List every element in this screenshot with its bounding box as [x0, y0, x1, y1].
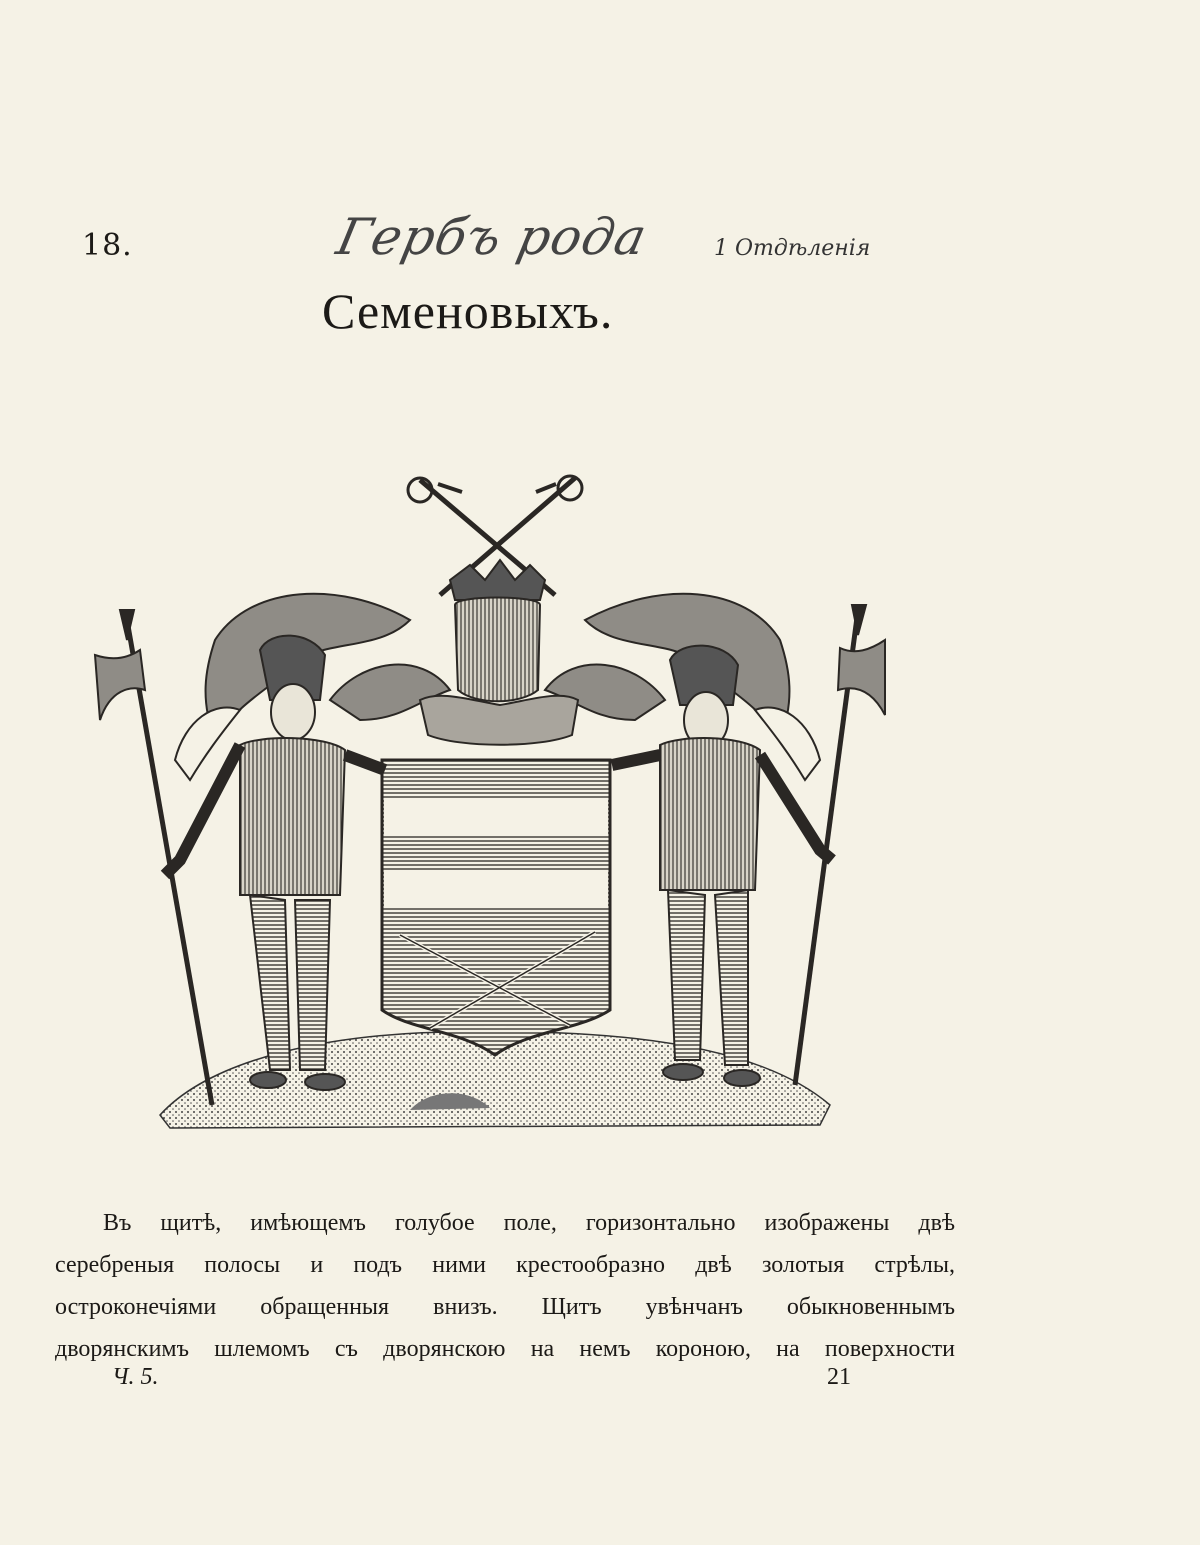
arms-title: Гербъ рода: [331, 208, 653, 266]
description-line: Въ щитѣ, имѣющемъ голубое поле, горизонтально изображены двѣ: [103, 1210, 955, 1236]
description-line: серебреныя полосы и подъ ними крестообразно двѣ золотыя стрѣлы,: [55, 1252, 955, 1278]
section-label: 1 Отдѣленія: [714, 236, 871, 261]
family-name: Семеновыхъ.: [322, 283, 614, 339]
blazon-description: [55, 1202, 955, 1370]
plate-number: 18.: [82, 228, 133, 263]
heraldic-shield: [382, 760, 610, 1055]
helmet-icon: [420, 560, 578, 745]
volume-signature: Ч. 5.: [112, 1364, 159, 1390]
description-line: остроконечіями обращенныя внизъ. Щитъ увѣнчанъ обыкновеннымъ: [55, 1294, 955, 1320]
page-number: 21: [827, 1364, 851, 1390]
description-line: дворянскимъ шлемомъ съ дворянскою на немъ короною, на поверхности: [55, 1336, 955, 1362]
